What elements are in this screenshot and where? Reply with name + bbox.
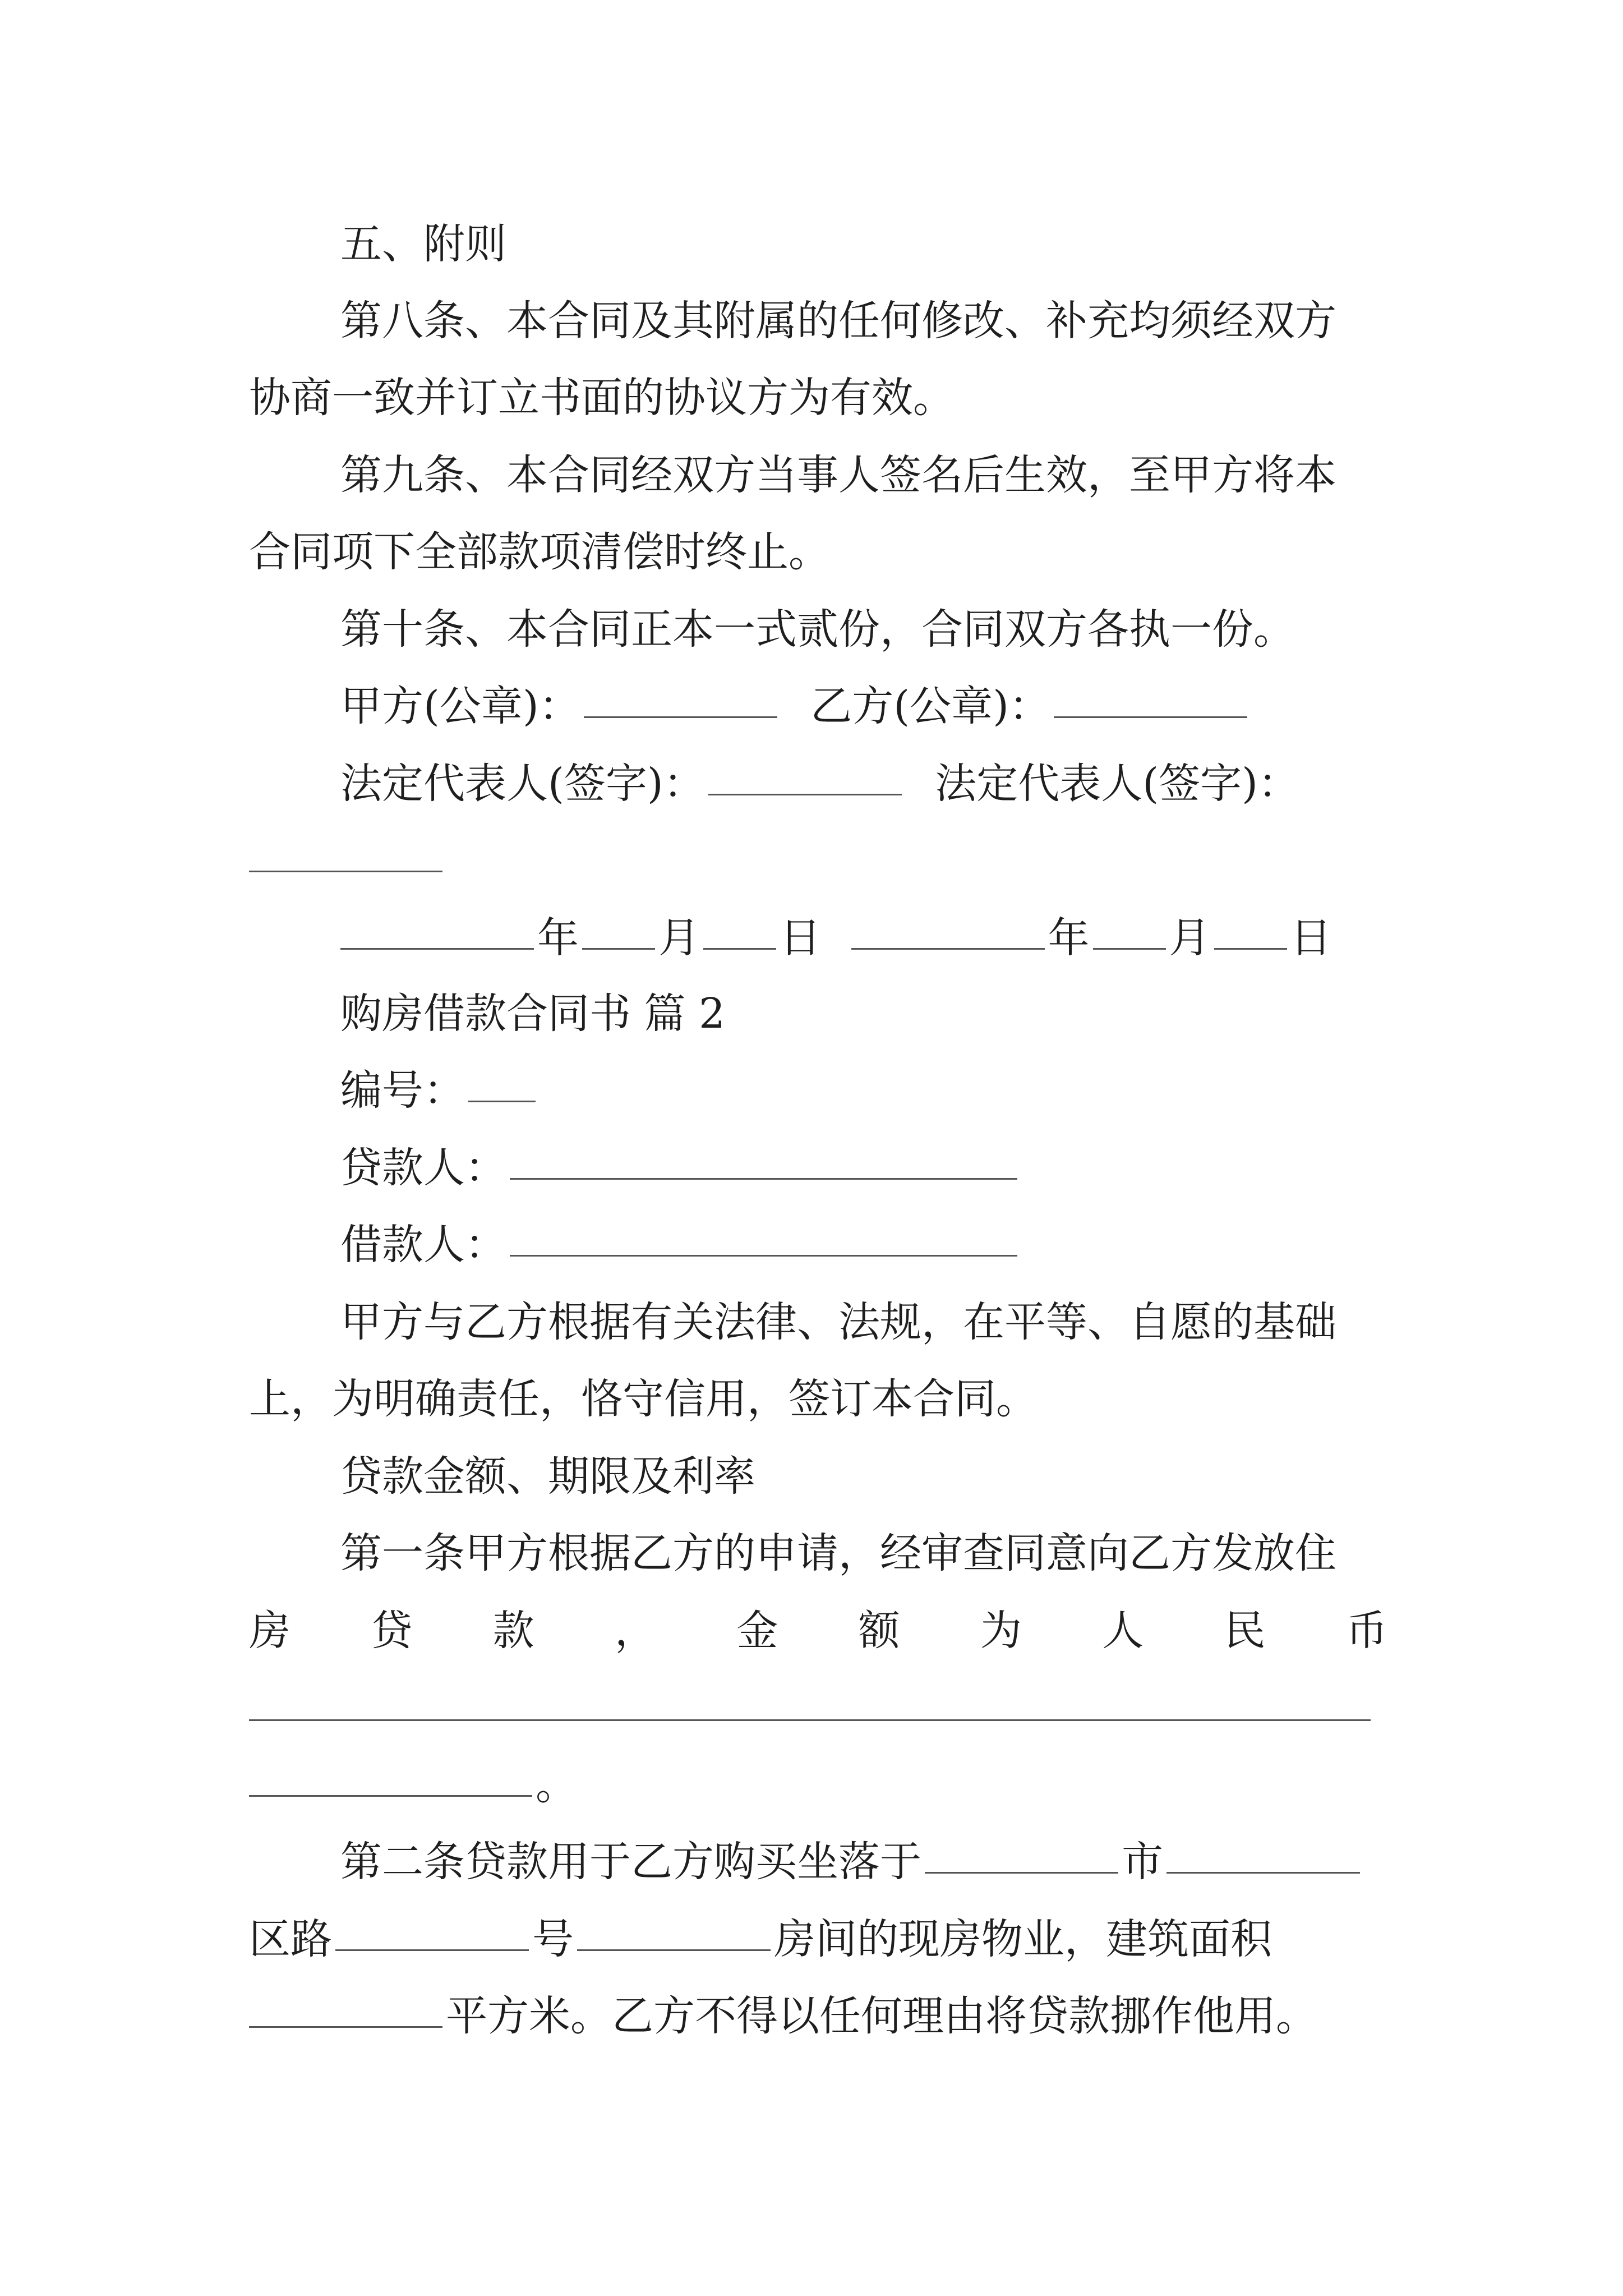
article-9-line-1: 第九条、本合同经双方当事人签名后生效，至甲方将本 — [340, 451, 1336, 499]
number-line — [340, 1066, 539, 1115]
date-a-day-blank — [703, 948, 776, 950]
date-a-day: 日 — [780, 914, 821, 962]
lender-line — [340, 1144, 1021, 1192]
preamble-line-1: 甲方与乙方根据有关法律、法规，在平等、自愿的基础 — [340, 1298, 1336, 1346]
article-2-line-3 — [249, 1992, 1317, 2040]
amount-blank — [249, 1719, 1371, 1721]
section-heading: 五、附则 — [340, 220, 506, 268]
party-b-seal-label: 乙方(公章)： — [810, 682, 1051, 730]
char: 贷 — [371, 1607, 413, 1655]
representative-line — [340, 760, 1300, 808]
date-a-month-blank — [582, 948, 655, 950]
article-8-line-1: 第八条、本合同及其附属的任何修改、补充均须经双方 — [340, 297, 1336, 345]
date-a-month: 月 — [658, 914, 700, 962]
lender-label: 贷款人： — [340, 1144, 506, 1192]
room-blank — [577, 1949, 771, 1951]
district-blank — [1166, 1872, 1360, 1874]
article-10: 第十条、本合同正本一式贰份，合同双方各执一份。 — [340, 605, 1295, 654]
representative-line-cont — [249, 840, 446, 881]
borrower-line — [340, 1221, 1021, 1269]
char: 币 — [1345, 1607, 1387, 1655]
article-2-text: 第二条贷款用于乙方购买坐落于 — [340, 1838, 921, 1886]
borrower-label: 借款人： — [340, 1221, 506, 1269]
article-2-text-2: 房间的现房物业，建筑面积 — [774, 1915, 1272, 1963]
char: ， — [614, 1607, 656, 1655]
area-blank — [249, 2026, 442, 2028]
road-label: 区路 — [249, 1915, 332, 1963]
number-label: 编号： — [340, 1066, 465, 1115]
preamble-line-2: 上，为明确责任，恪守信用，签订本合同。 — [249, 1375, 1038, 1423]
city-blank — [925, 1872, 1118, 1874]
party-b-rep-blank — [249, 871, 442, 872]
article-1-line-2 — [249, 1607, 1387, 1655]
number-blank — [468, 1101, 536, 1102]
amount-blank-line — [249, 1688, 1374, 1730]
number-label-2: 号 — [532, 1915, 574, 1963]
loan-section-heading: 贷款金额、期限及利率 — [340, 1452, 755, 1501]
article-1-line-1: 第一条甲方根据乙方的申请，经审查同意向乙方发放住 — [340, 1529, 1336, 1577]
amount-blank-line-2 — [249, 1761, 577, 1809]
party-b-rep-label: 法定代表人(签字)： — [935, 760, 1300, 808]
article-2-text-3: 平方米。乙方不得以任何理由将贷款挪作他用。 — [446, 1992, 1317, 2040]
char: 民 — [1224, 1607, 1266, 1655]
road-blank — [335, 1949, 529, 1951]
party-a-seal-blank — [584, 716, 777, 718]
contract-title: 购房借款合同书 篇 2 — [340, 990, 726, 1038]
seal-line — [340, 682, 1251, 730]
date-a-year-blank — [340, 948, 534, 950]
party-a-seal-label: 甲方(公章)： — [340, 682, 580, 730]
lender-blank — [510, 1178, 1017, 1180]
article-2-line-2 — [249, 1915, 1272, 1963]
borrower-blank — [510, 1255, 1017, 1257]
date-line — [340, 914, 1332, 962]
party-a-rep-blank — [708, 794, 902, 795]
char: 额 — [858, 1607, 900, 1655]
char: 为 — [980, 1607, 1022, 1655]
period: 。 — [536, 1761, 577, 1809]
city-label: 市 — [1122, 1838, 1163, 1886]
date-b-year-blank — [851, 948, 1045, 950]
article-8-line-2: 协商一致并订立书面的协议方为有效。 — [249, 374, 955, 422]
article-9-line-2: 合同项下全部款项清偿时终止。 — [249, 528, 830, 576]
char: 款 — [492, 1607, 534, 1655]
amount-blank-cont — [249, 1795, 532, 1797]
char: 人 — [1102, 1607, 1144, 1655]
char: 房 — [249, 1607, 291, 1655]
date-b-month: 月 — [1169, 914, 1211, 962]
date-a-year: 年 — [537, 914, 579, 962]
party-b-seal-blank — [1054, 716, 1247, 718]
article-2-line-1 — [340, 1838, 1363, 1886]
party-a-rep-label: 法定代表人(签字)： — [340, 760, 705, 808]
date-b-day: 日 — [1290, 914, 1332, 962]
date-b-year: 年 — [1048, 914, 1090, 962]
date-b-month-blank — [1093, 948, 1166, 950]
date-b-day-blank — [1214, 948, 1287, 950]
char: 金 — [736, 1607, 778, 1655]
